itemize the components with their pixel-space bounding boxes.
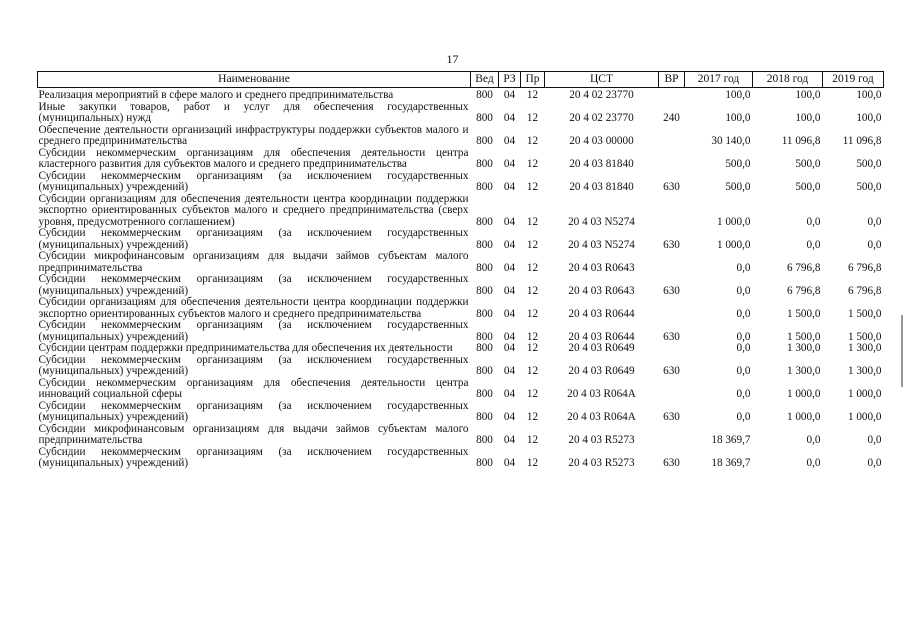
- row-vr: [659, 251, 685, 274]
- row-vr: [659, 88, 685, 102]
- row-2019: 0,0: [867, 457, 882, 469]
- header-name: Наименование: [38, 72, 471, 88]
- row-pr: 12: [526, 457, 539, 469]
- row-2018: 11 096,8: [781, 135, 821, 147]
- row-ved: 800: [476, 330, 493, 343]
- row-rz: 04: [503, 89, 516, 101]
- row-2017: 0,0: [736, 365, 751, 377]
- table-row: [38, 274, 884, 297]
- row-2018: 1 500,0: [786, 307, 821, 320]
- row-2019: 100,0: [856, 112, 882, 124]
- row-rz: 04: [503, 112, 516, 124]
- row-cst: 20 4 03 R0649: [568, 365, 635, 377]
- row-cst: 20 4 03 R0644: [568, 307, 635, 320]
- row-pr: 12: [526, 434, 539, 446]
- table-row: [38, 447, 884, 470]
- row-name: Субсидии микрофинансовым организациям для выдачи займов субъектам малого предпринимательства: [38, 422, 469, 446]
- row-cst: 20 4 03 R064A: [567, 388, 636, 400]
- row-2018: 0,0: [806, 238, 821, 251]
- row-2018: 1 500,0: [786, 330, 821, 343]
- row-name: Субсидии некоммерческим организациям (за исключением государственных (муниципальных) учреждений): [38, 399, 469, 423]
- row-2017: 500,0: [725, 181, 751, 193]
- row-2017: 18 369,7: [711, 434, 751, 446]
- row-rz: 04: [503, 388, 516, 400]
- row-cst: 20 4 03 N5274: [568, 238, 635, 251]
- row-2019: 0,0: [867, 215, 882, 228]
- row-rz: 04: [503, 342, 516, 354]
- row-vr: [659, 343, 685, 355]
- row-2018: 100,0: [795, 89, 821, 101]
- header-vr: ВР: [659, 72, 685, 88]
- row-2017: 1 000,0: [716, 215, 751, 228]
- row-2018: 6 796,8: [786, 284, 821, 297]
- row-rz: 04: [503, 284, 516, 297]
- row-2019: 1 500,0: [847, 307, 882, 320]
- row-vr: 630: [663, 411, 680, 423]
- header-2017: 2017 год: [685, 72, 753, 88]
- table-row: [38, 171, 884, 194]
- row-name: Обеспечение деятельности организаций инфраструктуры поддержки субъектов малого и среднего предпринимательства: [38, 123, 469, 147]
- row-2019: 100,0: [856, 89, 882, 101]
- table-row: [38, 228, 884, 251]
- row-ved: 800: [476, 135, 493, 147]
- scan-margin-mark: [901, 315, 903, 387]
- row-2019: 500,0: [856, 158, 882, 170]
- row-cst: 20 4 03 R5273: [568, 457, 635, 469]
- row-rz: 04: [503, 135, 516, 147]
- table-row: [38, 194, 884, 229]
- row-2017: 0,0: [736, 261, 751, 274]
- row-2017: 0,0: [736, 284, 751, 297]
- row-ved: 800: [476, 238, 493, 251]
- row-rz: 04: [503, 457, 516, 469]
- row-vr: 630: [663, 330, 680, 343]
- row-ved: 800: [476, 411, 493, 423]
- row-cst: 20 4 03 81840: [569, 158, 634, 170]
- row-ved: 800: [476, 215, 493, 228]
- row-ved: 800: [476, 388, 493, 400]
- row-name: Субсидии некоммерческим организациям (за исключением государственных (муниципальных) учреждений): [38, 353, 469, 377]
- row-2017: 30 140,0: [711, 135, 751, 147]
- row-vr: 630: [663, 284, 680, 297]
- row-2017: 100,0: [725, 89, 751, 101]
- row-pr: 12: [526, 284, 539, 297]
- row-name: Субсидии организациям для обеспечения деятельности центра координации поддержки экспортно ориентированных субъектов малого и среднего предпринимательства (сверх уровня, предусмотренного соглашением): [38, 192, 469, 228]
- row-2018: 1 300,0: [786, 342, 821, 354]
- row-2019: 500,0: [856, 181, 882, 193]
- budget-table: [37, 71, 884, 470]
- row-2019: 1 300,0: [847, 365, 882, 377]
- table-row: [38, 102, 884, 125]
- row-2017: 0,0: [736, 388, 751, 400]
- row-2018: 1 000,0: [786, 411, 821, 423]
- row-2017: 0,0: [736, 330, 751, 343]
- row-rz: 04: [503, 181, 516, 193]
- row-2017: 1 000,0: [716, 238, 751, 251]
- row-rz: 04: [503, 330, 516, 343]
- table-row: [38, 401, 884, 424]
- row-2019: 0,0: [867, 238, 882, 251]
- row-cst: 20 4 03 R0643: [568, 261, 635, 274]
- row-2019: 1 000,0: [847, 411, 882, 423]
- table-body: [38, 88, 884, 470]
- row-vr: [659, 378, 685, 401]
- row-name: Субсидии некоммерческим организациям для обеспечения деятельности центра кластерного развития для субъектов малого и среднего предпринимательства: [38, 146, 469, 170]
- row-rz: 04: [503, 307, 516, 320]
- row-rz: 04: [503, 158, 516, 170]
- row-vr: 630: [663, 181, 680, 193]
- row-name: Субсидии организациям для обеспечения деятельности центра координации поддержки экспортно ориентированных субъектов малого и среднего предпринимательства: [38, 296, 469, 320]
- row-2019: 6 796,8: [847, 284, 882, 297]
- header-2019: 2019 год: [823, 72, 884, 88]
- row-2019: 1 300,0: [847, 342, 882, 354]
- row-2017: 0,0: [736, 307, 751, 320]
- row-ved: 800: [476, 457, 493, 469]
- row-2019: 6 796,8: [847, 261, 882, 274]
- table-row: [38, 355, 884, 378]
- row-2018: 0,0: [806, 457, 821, 469]
- row-rz: 04: [503, 411, 516, 423]
- row-pr: 12: [526, 307, 539, 320]
- header-2018: 2018 год: [753, 72, 823, 88]
- row-name: Субсидии некоммерческим организациям для обеспечения деятельности центра инноваций социальной сферы: [38, 376, 469, 400]
- row-2017: 500,0: [725, 158, 751, 170]
- row-cst: 20 4 03 00000: [569, 135, 634, 147]
- row-name: Субсидии некоммерческим организациям (за исключением государственных (муниципальных) учреждений): [38, 169, 469, 193]
- row-2018: 1 300,0: [786, 365, 821, 377]
- row-2018: 0,0: [806, 215, 821, 228]
- row-pr: 12: [526, 388, 539, 400]
- row-pr: 12: [526, 158, 539, 170]
- table-row: [38, 424, 884, 447]
- table-row: [38, 320, 884, 343]
- row-pr: 12: [526, 135, 539, 147]
- row-rz: 04: [503, 215, 516, 228]
- header-ved: Вед: [471, 72, 499, 88]
- row-rz: 04: [503, 365, 516, 377]
- row-pr: 12: [526, 112, 539, 124]
- row-name: Субсидии некоммерческим организациям (за исключением государственных (муниципальных) учреждений): [38, 319, 469, 343]
- row-ved: 800: [476, 89, 493, 101]
- row-name: Субсидии центрам поддержки предпринимательства для обеспечения их деятельности: [38, 342, 453, 354]
- row-pr: 12: [526, 238, 539, 251]
- row-ved: 800: [476, 158, 493, 170]
- row-pr: 12: [526, 411, 539, 423]
- row-pr: 12: [526, 342, 539, 354]
- header-rz: РЗ: [499, 72, 521, 88]
- row-ved: 800: [476, 112, 493, 124]
- row-cst: 20 4 03 R0644: [568, 330, 635, 343]
- row-2019: 1 500,0: [847, 330, 882, 343]
- row-vr: [659, 297, 685, 320]
- row-ved: 800: [476, 307, 493, 320]
- row-2019: 11 096,8: [842, 135, 882, 147]
- row-2018: 1 000,0: [786, 388, 821, 400]
- row-pr: 12: [526, 181, 539, 193]
- row-vr: 240: [663, 112, 680, 124]
- row-name: Субсидии некоммерческим организациям (за исключением государственных (муниципальных) учреждений): [38, 227, 469, 251]
- row-ved: 800: [476, 261, 493, 274]
- row-rz: 04: [503, 238, 516, 251]
- row-2017: 0,0: [736, 342, 751, 354]
- row-2019: 1 000,0: [847, 388, 882, 400]
- row-vr: 630: [663, 365, 680, 377]
- row-vr: [659, 194, 685, 229]
- row-name: Иные закупки товаров, работ и услуг для обеспечения государственных (муниципальных) нужд: [38, 100, 469, 124]
- table-header-row: [38, 72, 884, 88]
- row-2018: 0,0: [806, 434, 821, 446]
- row-cst: 20 4 02 23770: [569, 89, 634, 101]
- table-row: [38, 343, 884, 355]
- row-vr: 630: [663, 238, 680, 251]
- row-ved: 800: [476, 181, 493, 193]
- table-row: [38, 125, 884, 148]
- row-cst: 20 4 03 R0649: [568, 342, 635, 354]
- row-cst: 20 4 03 R0643: [568, 284, 635, 297]
- row-pr: 12: [526, 365, 539, 377]
- page-number: 17: [446, 52, 459, 66]
- row-pr: 12: [526, 261, 539, 274]
- row-2018: 500,0: [795, 181, 821, 193]
- header-cst: ЦСТ: [545, 72, 659, 88]
- table-row: [38, 297, 884, 320]
- row-2017: 100,0: [725, 112, 751, 124]
- row-pr: 12: [526, 330, 539, 343]
- row-ved: 800: [476, 342, 493, 354]
- row-pr: 12: [526, 215, 539, 228]
- row-2017: 0,0: [736, 411, 751, 423]
- table-row: [38, 88, 884, 102]
- table-row: [38, 148, 884, 171]
- row-vr: [659, 148, 685, 171]
- row-name: Реализация мероприятий в сфере малого и среднего предпринимательства: [38, 89, 394, 101]
- row-cst: 20 4 03 81840: [569, 181, 634, 193]
- row-rz: 04: [503, 261, 516, 274]
- row-ved: 800: [476, 284, 493, 297]
- row-2018: 500,0: [795, 158, 821, 170]
- row-name: Субсидии некоммерческим организациям (за исключением государственных (муниципальных) учреждений): [38, 445, 469, 469]
- row-ved: 800: [476, 434, 493, 446]
- row-cst: 20 4 03 R5273: [568, 434, 635, 446]
- table-row: [38, 251, 884, 274]
- row-vr: [659, 424, 685, 447]
- row-2018: 6 796,8: [786, 261, 821, 274]
- row-vr: 630: [663, 457, 680, 469]
- row-name: Субсидии микрофинансовым организациям для выдачи займов субъектам малого предпринимательства: [38, 250, 469, 274]
- row-cst: 20 4 03 R064A: [567, 411, 636, 423]
- row-2018: 100,0: [795, 112, 821, 124]
- row-rz: 04: [503, 434, 516, 446]
- row-cst: 20 4 03 N5274: [568, 215, 635, 228]
- row-vr: [659, 125, 685, 148]
- header-pr: Пр: [521, 72, 545, 88]
- table-row: [38, 378, 884, 401]
- row-cst: 20 4 02 23770: [569, 112, 634, 124]
- row-2019: 0,0: [867, 434, 882, 446]
- row-pr: 12: [526, 89, 539, 101]
- row-name: Субсидии некоммерческим организациям (за исключением государственных (муниципальных) учреждений): [38, 273, 469, 297]
- row-ved: 800: [476, 365, 493, 377]
- row-2017: 18 369,7: [711, 457, 751, 469]
